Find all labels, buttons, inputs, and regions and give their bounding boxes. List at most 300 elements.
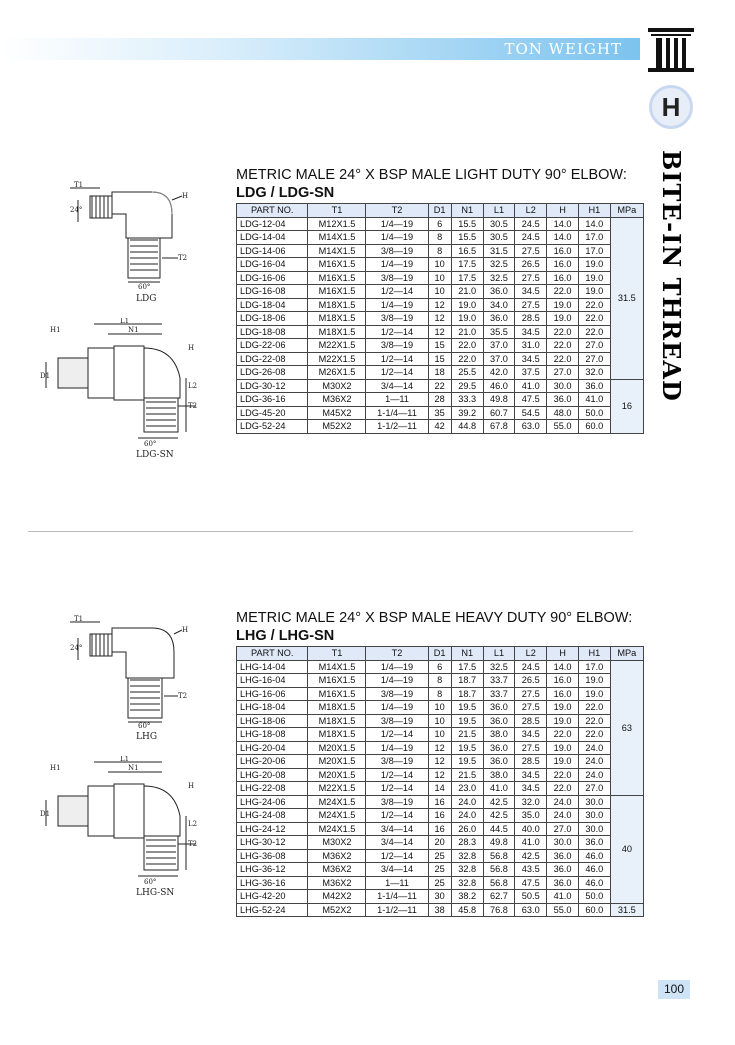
table-cell: LDG-16-08 — [237, 285, 308, 299]
table-cell: 3/8—19 — [366, 755, 428, 769]
table-cell: 19.0 — [547, 741, 579, 755]
ldg-label: LDG — [136, 294, 157, 304]
table-cell: M45X2 — [308, 406, 366, 420]
table-cell: 19.5 — [451, 741, 483, 755]
table-cell: 41.0 — [515, 379, 547, 393]
column-header: T1 — [308, 204, 366, 218]
table-cell: 32.0 — [578, 366, 610, 380]
table-row — [237, 393, 644, 407]
table-row — [237, 420, 644, 434]
table-cell: LHG-20-04 — [237, 741, 308, 755]
table-cell: 46.0 — [483, 379, 515, 393]
table-cell: 32.0 — [515, 795, 547, 809]
table-row — [237, 768, 644, 782]
table-cell: LDG-45-20 — [237, 406, 308, 420]
table-row — [237, 903, 644, 917]
table-cell: 16.0 — [547, 687, 579, 701]
table-cell: 22.0 — [578, 325, 610, 339]
table-cell: 19.0 — [547, 755, 579, 769]
table-cell: 22 — [428, 379, 451, 393]
table-cell: 41.0 — [578, 393, 610, 407]
table-cell: 25 — [428, 863, 451, 877]
table-cell: 25 — [428, 849, 451, 863]
table-cell: 3/8—19 — [366, 714, 428, 728]
table-cell: 3/4—14 — [366, 863, 428, 877]
table-cell: 63.0 — [515, 420, 547, 434]
column-header: T1 — [308, 647, 366, 661]
section2-title-line1: METRIC MALE 24° X BSP MALE HEAVY DUTY 90° ELBOW: — [236, 610, 633, 626]
svg-text:H: H — [182, 626, 189, 634]
table-cell: 25 — [428, 876, 451, 890]
table-header-row — [237, 647, 644, 661]
table-cell: 24.0 — [451, 795, 483, 809]
section2-table — [236, 646, 644, 917]
table-cell: 35.5 — [483, 325, 515, 339]
column-header: L2 — [515, 647, 547, 661]
table-cell: LHG-52-24 — [237, 903, 308, 917]
table-cell: M14X1.5 — [308, 660, 366, 674]
table-cell: 42 — [428, 420, 451, 434]
table-row — [237, 849, 644, 863]
section-badge: H — [649, 85, 693, 129]
column-header: L2 — [515, 204, 547, 218]
table-cell: 15.5 — [451, 217, 483, 231]
column-header: D1 — [428, 647, 451, 661]
table-cell: 36.0 — [483, 741, 515, 755]
table-cell: 30.0 — [578, 809, 610, 823]
table-cell: M16X1.5 — [308, 687, 366, 701]
table-cell: 3/8—19 — [366, 312, 428, 326]
svg-text:60°: 60° — [144, 440, 157, 448]
mpa-cell: 31.5 — [610, 903, 643, 917]
column-header: H — [547, 204, 579, 218]
table-cell: 54.5 — [515, 406, 547, 420]
svg-text:D1: D1 — [40, 810, 51, 818]
table-cell: 18 — [428, 366, 451, 380]
svg-text:N1: N1 — [128, 326, 139, 334]
table-cell: 67.8 — [483, 420, 515, 434]
table-cell: M22X1.5 — [308, 339, 366, 353]
table-cell: 35.0 — [515, 809, 547, 823]
table-cell: 19.0 — [547, 714, 579, 728]
table-cell: 20 — [428, 836, 451, 850]
tw-logo-icon — [648, 28, 694, 72]
table-cell: 44.8 — [451, 420, 483, 434]
table-cell: 19.0 — [451, 298, 483, 312]
table-cell: 27.5 — [515, 298, 547, 312]
table-row — [237, 325, 644, 339]
table-row — [237, 687, 644, 701]
table-cell: 26.5 — [515, 674, 547, 688]
table-row — [237, 339, 644, 353]
table-cell: 3/8—19 — [366, 244, 428, 258]
table-cell: 34.0 — [483, 298, 515, 312]
table-cell: 30.0 — [578, 795, 610, 809]
table-cell: M22X1.5 — [308, 352, 366, 366]
table-cell: M36X2 — [308, 849, 366, 863]
table-cell: LDG-22-08 — [237, 352, 308, 366]
table-cell: LHG-36-12 — [237, 863, 308, 877]
table-cell: 19.5 — [451, 755, 483, 769]
svg-text:H: H — [188, 782, 195, 790]
table-cell: LHG-20-06 — [237, 755, 308, 769]
table-cell: 33.3 — [451, 393, 483, 407]
table-row — [237, 217, 644, 231]
table-cell: 32.8 — [451, 849, 483, 863]
table-cell: 19.5 — [451, 701, 483, 715]
table-cell: 42.5 — [515, 849, 547, 863]
table-cell: 27.0 — [578, 339, 610, 353]
table-cell: M24X1.5 — [308, 795, 366, 809]
table-cell: M30X2 — [308, 379, 366, 393]
table-cell: 16.0 — [547, 258, 579, 272]
ldg-sn-diagram — [38, 318, 216, 448]
table-cell: 46.0 — [578, 849, 610, 863]
section1-table — [236, 203, 644, 434]
svg-text:24°: 24° — [70, 206, 83, 214]
table-row — [237, 406, 644, 420]
table-cell: 56.8 — [483, 876, 515, 890]
table-cell: 1/2—14 — [366, 782, 428, 796]
table-cell: 60.7 — [483, 406, 515, 420]
table-cell: 16.0 — [547, 244, 579, 258]
table-cell: 22.0 — [547, 352, 579, 366]
table-cell: 32.5 — [483, 660, 515, 674]
table-cell: 1/4—19 — [366, 674, 428, 688]
table-cell: LHG-14-04 — [237, 660, 308, 674]
column-header: MPa — [610, 647, 643, 661]
table-cell: 62.7 — [483, 890, 515, 904]
table-cell: 8 — [428, 674, 451, 688]
table-cell: M18X1.5 — [308, 312, 366, 326]
table-cell: 22.0 — [547, 728, 579, 742]
table-cell: 1/2—14 — [366, 728, 428, 742]
table-cell: 1/4—19 — [366, 217, 428, 231]
table-cell: 49.8 — [483, 393, 515, 407]
table-cell: 34.5 — [515, 325, 547, 339]
table-cell: 22.0 — [578, 714, 610, 728]
table-cell: M26X1.5 — [308, 366, 366, 380]
table-cell: 30.0 — [547, 836, 579, 850]
table-cell: 37.5 — [515, 366, 547, 380]
svg-text:T2: T2 — [178, 692, 188, 700]
svg-text:60°: 60° — [138, 283, 151, 290]
table-cell: 1-1/4—11 — [366, 406, 428, 420]
section-divider — [28, 531, 633, 532]
column-header: N1 — [451, 204, 483, 218]
table-cell: 22.0 — [451, 339, 483, 353]
column-header: H1 — [578, 647, 610, 661]
svg-text:L2: L2 — [188, 820, 198, 828]
table-cell: 37.0 — [483, 352, 515, 366]
table-cell: 1—11 — [366, 393, 428, 407]
table-cell: 19.0 — [451, 312, 483, 326]
table-cell: LDG-16-06 — [237, 271, 308, 285]
table-cell: LHG-18-04 — [237, 701, 308, 715]
table-row — [237, 244, 644, 258]
table-cell: LHG-36-08 — [237, 849, 308, 863]
table-cell: 18.7 — [451, 687, 483, 701]
table-row — [237, 674, 644, 688]
table-cell: 19.5 — [451, 714, 483, 728]
column-header: T2 — [366, 204, 428, 218]
table-cell: 36.0 — [547, 863, 579, 877]
column-header: H — [547, 647, 579, 661]
svg-text:L1: L1 — [120, 756, 130, 763]
table-cell: 40.0 — [515, 822, 547, 836]
table-cell: 41.0 — [547, 890, 579, 904]
svg-text:60°: 60° — [144, 878, 157, 886]
table-cell: 50.5 — [515, 890, 547, 904]
table-cell: M14X1.5 — [308, 244, 366, 258]
table-cell: 27.0 — [547, 822, 579, 836]
table-cell: 30.5 — [483, 217, 515, 231]
table-cell: 27.5 — [515, 687, 547, 701]
table-cell: 24.5 — [515, 231, 547, 245]
table-cell: 24.0 — [547, 809, 579, 823]
table-row — [237, 285, 644, 299]
table-cell: 16 — [428, 809, 451, 823]
table-cell: 27.0 — [578, 352, 610, 366]
table-cell: 27.0 — [547, 366, 579, 380]
table-cell: 19.0 — [578, 687, 610, 701]
column-header: T2 — [366, 647, 428, 661]
table-row — [237, 701, 644, 715]
table-row — [237, 352, 644, 366]
table-row — [237, 366, 644, 380]
table-cell: 26.5 — [515, 258, 547, 272]
table-cell: LDG-16-04 — [237, 258, 308, 272]
table-cell: 24.0 — [578, 741, 610, 755]
table-cell: 36.0 — [547, 876, 579, 890]
table-cell: 36.0 — [578, 379, 610, 393]
table-cell: M24X1.5 — [308, 822, 366, 836]
table-cell: 31.0 — [515, 339, 547, 353]
table-cell: 24.0 — [451, 809, 483, 823]
table-cell: M36X2 — [308, 863, 366, 877]
table-cell: 12 — [428, 755, 451, 769]
table-cell: 3/8—19 — [366, 339, 428, 353]
table-cell: 30 — [428, 890, 451, 904]
table-cell: 34.5 — [515, 728, 547, 742]
table-cell: 36.0 — [547, 849, 579, 863]
table-cell: 55.0 — [547, 420, 579, 434]
section2-title-line2: LHG / LHG-SN — [236, 628, 335, 644]
table-cell: LDG-14-06 — [237, 244, 308, 258]
table-cell: 22.0 — [451, 352, 483, 366]
table-cell: 41.0 — [483, 782, 515, 796]
table-cell: 41.0 — [515, 836, 547, 850]
table-cell: 30.5 — [483, 231, 515, 245]
table-cell: 1/2—14 — [366, 325, 428, 339]
table-cell: 28.5 — [515, 714, 547, 728]
table-cell: 36.0 — [483, 755, 515, 769]
lhg-sn-label: LHG-SN — [136, 888, 175, 898]
table-cell: 29.5 — [451, 379, 483, 393]
table-cell: LHG-16-06 — [237, 687, 308, 701]
table-cell: LDG-22-06 — [237, 339, 308, 353]
table-cell: 47.5 — [515, 393, 547, 407]
page-number: 100 — [658, 980, 690, 999]
table-cell: 16 — [428, 822, 451, 836]
column-header: PART NO. — [237, 647, 308, 661]
table-cell: 31.5 — [483, 244, 515, 258]
table-cell: M20X1.5 — [308, 755, 366, 769]
table-cell: 32.5 — [483, 271, 515, 285]
table-cell: 12 — [428, 741, 451, 755]
table-row — [237, 809, 644, 823]
table-cell: M16X1.5 — [308, 674, 366, 688]
side-title: BITE-IN THREAD — [657, 150, 686, 402]
table-cell: 17.0 — [578, 244, 610, 258]
table-cell: 76.8 — [483, 903, 515, 917]
table-cell: 28 — [428, 393, 451, 407]
table-cell: 27.5 — [515, 271, 547, 285]
column-header: L1 — [483, 647, 515, 661]
svg-text:T1: T1 — [74, 181, 84, 189]
table-cell: 19.0 — [578, 258, 610, 272]
table-cell: 49.8 — [483, 836, 515, 850]
table-cell: 22.0 — [578, 298, 610, 312]
table-cell: 17.0 — [578, 231, 610, 245]
table-row — [237, 782, 644, 796]
section1-title-line1: METRIC MALE 24° X BSP MALE LIGHT DUTY 90° ELBOW: — [236, 167, 627, 183]
table-cell: 1-1/2—11 — [366, 903, 428, 917]
table-row — [237, 755, 644, 769]
table-cell: 1/2—14 — [366, 809, 428, 823]
table-cell: 22.0 — [578, 312, 610, 326]
table-cell: 63.0 — [515, 903, 547, 917]
table-cell: 17.5 — [451, 258, 483, 272]
section1-title — [236, 166, 627, 202]
lhg-sn-diagram — [38, 756, 216, 886]
table-cell: 60.0 — [578, 903, 610, 917]
table-row — [237, 714, 644, 728]
table-cell: 14.0 — [547, 660, 579, 674]
table-cell: 27.5 — [515, 741, 547, 755]
table-cell: LDG-52-24 — [237, 420, 308, 434]
table-cell: 60.0 — [578, 420, 610, 434]
table-cell: 30.0 — [578, 822, 610, 836]
table-cell: M18X1.5 — [308, 298, 366, 312]
table-cell: 27.5 — [515, 701, 547, 715]
table-cell: 1/2—14 — [366, 285, 428, 299]
table-cell: 48.0 — [547, 406, 579, 420]
table-cell: 25.5 — [451, 366, 483, 380]
table-cell: 21.5 — [451, 728, 483, 742]
table-cell: 1/4—19 — [366, 298, 428, 312]
table-cell: 37.0 — [483, 339, 515, 353]
table-row — [237, 822, 644, 836]
table-cell: LHG-20-08 — [237, 768, 308, 782]
table-cell: 21.5 — [451, 768, 483, 782]
table-cell: 38.0 — [483, 728, 515, 742]
table-cell: 15 — [428, 352, 451, 366]
table-cell: 27.0 — [578, 782, 610, 796]
lhg-label: LHG — [136, 732, 158, 742]
table-cell: 12 — [428, 312, 451, 326]
table-cell: 1/4—19 — [366, 258, 428, 272]
table-cell: LHG-24-12 — [237, 822, 308, 836]
table-cell: LDG-30-12 — [237, 379, 308, 393]
table-cell: LDG-18-04 — [237, 298, 308, 312]
table-row — [237, 271, 644, 285]
table-cell: 19.0 — [578, 271, 610, 285]
mpa-cell: 16 — [610, 379, 643, 433]
column-header: L1 — [483, 204, 515, 218]
svg-text:H1: H1 — [50, 326, 61, 334]
table-cell: 33.7 — [483, 674, 515, 688]
table-cell: LDG-12-04 — [237, 217, 308, 231]
table-cell: 17.0 — [578, 660, 610, 674]
svg-text:T2: T2 — [188, 402, 198, 410]
table-cell: 19.0 — [547, 701, 579, 715]
table-cell: 21.0 — [451, 285, 483, 299]
table-cell: 42.5 — [483, 809, 515, 823]
table-cell: 36.0 — [483, 701, 515, 715]
table-cell: 44.5 — [483, 822, 515, 836]
table-cell: M52X2 — [308, 420, 366, 434]
table-cell: LHG-42-20 — [237, 890, 308, 904]
table-cell: 55.0 — [547, 903, 579, 917]
column-header: N1 — [451, 647, 483, 661]
table-cell: M18X1.5 — [308, 701, 366, 715]
table-cell: 28.5 — [515, 312, 547, 326]
header-band — [0, 38, 640, 60]
table-cell: 12 — [428, 298, 451, 312]
table-cell: 19.0 — [547, 312, 579, 326]
svg-text:24°: 24° — [70, 644, 83, 652]
column-header: PART NO. — [237, 204, 308, 218]
table-cell: 6 — [428, 660, 451, 674]
table-cell: 56.8 — [483, 849, 515, 863]
table-cell: LHG-36-16 — [237, 876, 308, 890]
table-cell: 24.0 — [578, 755, 610, 769]
table-cell: 56.8 — [483, 863, 515, 877]
table-cell: 1-1/4—11 — [366, 890, 428, 904]
table-row — [237, 258, 644, 272]
table-cell: LDG-36-16 — [237, 393, 308, 407]
table-cell: M20X1.5 — [308, 741, 366, 755]
table-cell: M18X1.5 — [308, 325, 366, 339]
table-cell: 3/4—14 — [366, 379, 428, 393]
table-cell: 34.5 — [515, 352, 547, 366]
table-cell: 10 — [428, 701, 451, 715]
table-cell: 22.0 — [547, 782, 579, 796]
table-row — [237, 298, 644, 312]
table-cell: M18X1.5 — [308, 728, 366, 742]
table-cell: 1/2—14 — [366, 352, 428, 366]
svg-text:N1: N1 — [128, 764, 139, 772]
svg-text:H: H — [182, 192, 189, 200]
table-cell: 33.7 — [483, 687, 515, 701]
table-cell: 17.5 — [451, 271, 483, 285]
table-cell: M30X2 — [308, 836, 366, 850]
section2-title — [236, 609, 632, 645]
table-cell: 1/2—14 — [366, 366, 428, 380]
table-cell: 1/4—19 — [366, 701, 428, 715]
table-cell: 1/4—19 — [366, 741, 428, 755]
table-cell: 42.0 — [483, 366, 515, 380]
table-cell: 22.0 — [547, 285, 579, 299]
table-cell: 3/8—19 — [366, 687, 428, 701]
table-cell: 3/4—14 — [366, 836, 428, 850]
table-cell: 38 — [428, 903, 451, 917]
table-cell: 50.0 — [578, 890, 610, 904]
table-row — [237, 741, 644, 755]
column-header: MPa — [610, 204, 643, 218]
table-cell: 34.5 — [515, 768, 547, 782]
